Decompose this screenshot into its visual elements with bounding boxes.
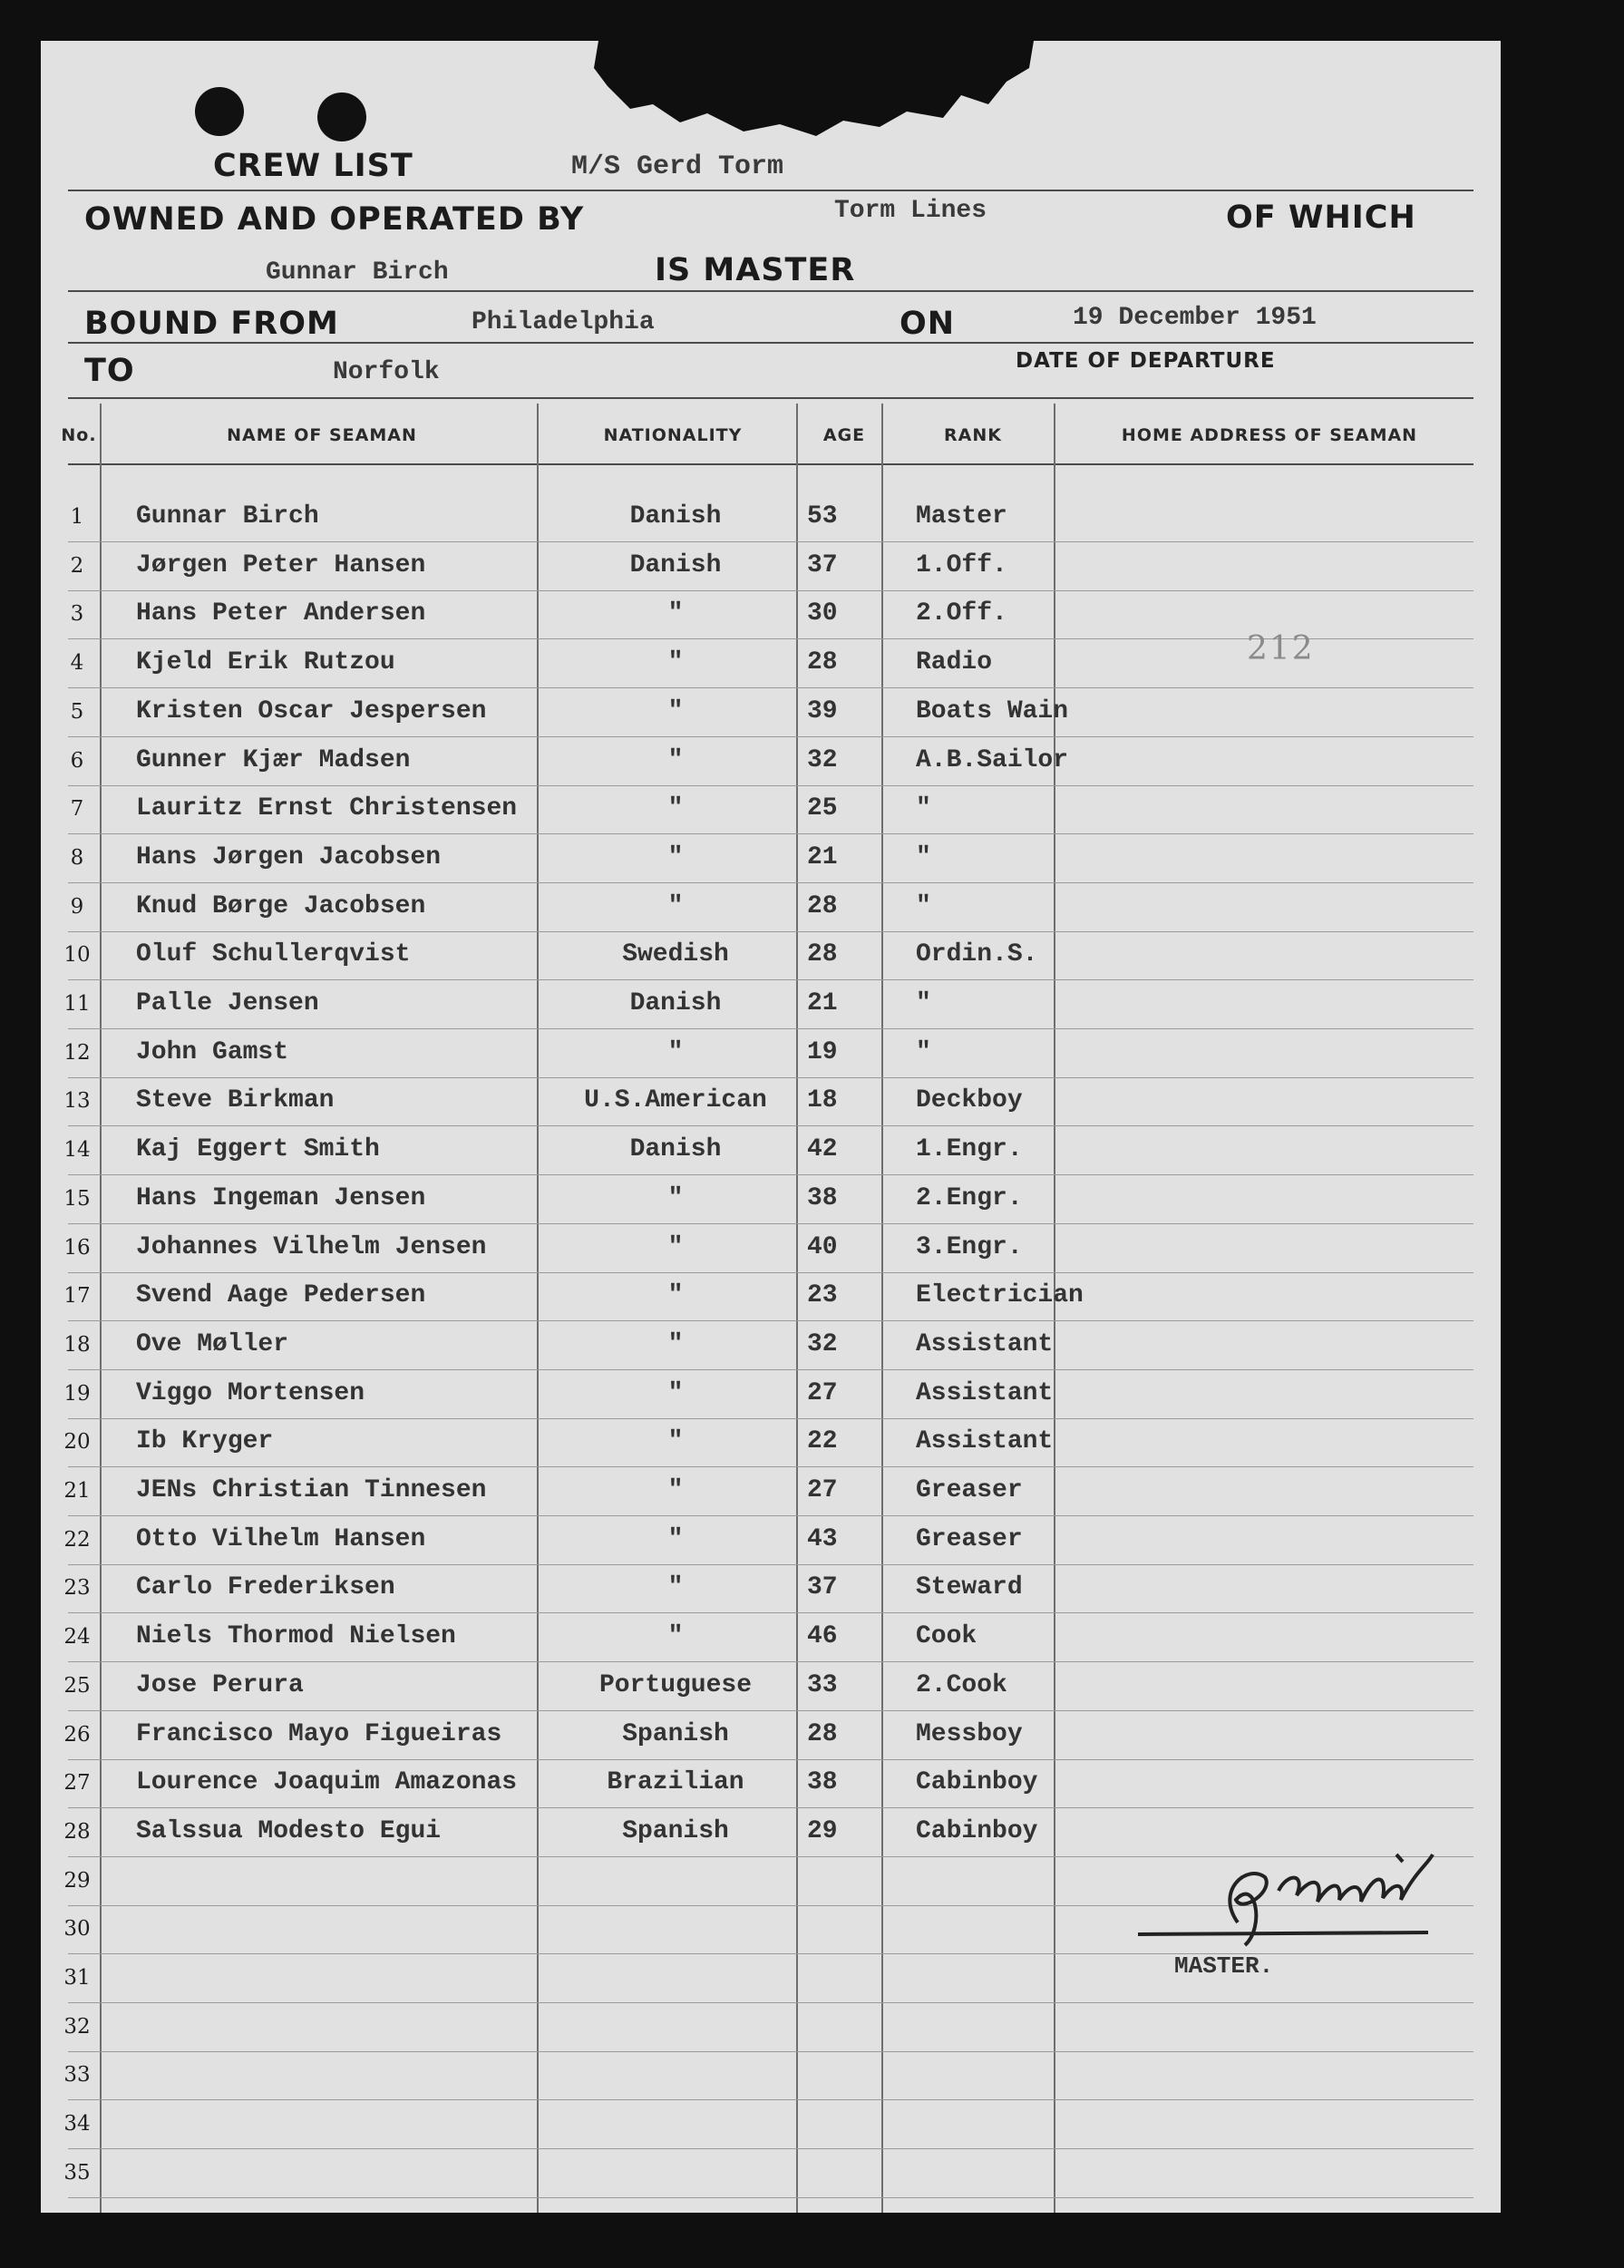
row-number: 23 [63,1576,91,1601]
seaman-age: 38 [807,1768,838,1797]
seaman-name: Johannes Vilhelm Jensen [136,1232,487,1261]
seaman-name: Kjeld Erik Rutzou [136,648,395,677]
row-rule [68,1612,1473,1613]
row-rule [68,2197,1473,2198]
seaman-rank: 2.Cook [916,1670,1007,1699]
table-row [41,1621,1501,1670]
master-name: Gunnar Birch [266,258,449,287]
seaman-name: Hans Ingeman Jensen [136,1183,426,1212]
seaman-rank: Cook [916,1622,977,1651]
on-label: ON [900,306,956,342]
row-number: 31 [63,1966,91,1990]
seaman-rank: Deckboy [916,1086,1023,1115]
row-number: 32 [63,2014,91,2039]
seaman-age: 37 [807,550,838,579]
row-number: 27 [63,1771,91,1796]
seaman-rank: Greaser [916,1524,1023,1553]
of-which-label: OF WHICH [1226,200,1416,236]
row-rule [68,1028,1473,1029]
row-number: 26 [63,1722,91,1747]
seaman-nationality: " [667,1232,684,1261]
table-row [41,842,1501,891]
row-rule [68,2148,1473,2149]
owned-label: OWNED AND OPERATED BY [84,201,585,238]
table-row [41,2011,1501,2060]
table-row [41,793,1501,842]
seaman-nationality: Brazilian [607,1768,744,1797]
row-rule [68,1272,1473,1273]
row-rule [68,1418,1473,1419]
table-row [41,1378,1501,1427]
seaman-nationality: " [667,1427,684,1456]
seaman-name: Palle Jensen [136,989,319,1017]
seaman-nationality: " [667,1037,684,1066]
row-number: 1 [70,505,84,529]
seaman-name: Niels Thormod Nielsen [136,1622,456,1651]
table-row [41,1085,1501,1134]
table-row [41,988,1501,1037]
seaman-age: 27 [807,1378,838,1407]
bound-from-port: Philadelphia [472,308,655,336]
row-number: 19 [63,1381,91,1406]
seaman-name: John Gamst [136,1037,289,1066]
row-rule [68,833,1473,834]
seaman-age: 42 [807,1135,838,1164]
seaman-nationality: " [667,599,684,628]
table-row [41,1962,1501,2011]
row-rule [68,2051,1473,2052]
row-rule [68,1807,1473,1808]
bound-from-label: BOUND FROM [84,306,339,342]
row-number: 35 [63,2160,91,2185]
seaman-rank: 3.Engr. [916,1232,1023,1261]
table-row [41,2108,1501,2157]
seaman-age: 22 [807,1427,838,1456]
vessel-name: M/S Gerd Torm [571,151,784,182]
row-number: 6 [70,748,84,773]
seaman-name: Steve Birkman [136,1086,335,1115]
table-row [41,696,1501,745]
date-of-departure-label: DATE OF DEPARTURE [1016,349,1276,373]
row-rule [68,785,1473,786]
row-number: 10 [63,943,91,968]
row-rule [68,1564,1473,1565]
row-rule [68,931,1473,932]
row-rule [68,2002,1473,2003]
seaman-rank: Cabinboy [916,1768,1038,1797]
seaman-rank: Cabinboy [916,1816,1038,1845]
col-header-address: HOME ADDRESS OF SEAMAN [1121,425,1418,445]
row-number: 8 [70,845,84,870]
seaman-rank: Boats Wain [916,696,1069,725]
seaman-rank: 1.Off. [916,550,1007,579]
seaman-name: Kristen Oscar Jespersen [136,696,487,725]
row-number: 29 [63,1868,91,1893]
table-row [41,1767,1501,1816]
row-number: 30 [63,1917,91,1942]
seaman-name: Kaj Eggert Smith [136,1135,380,1164]
seaman-age: 21 [807,989,838,1017]
owner-name: Torm Lines [834,197,987,225]
seaman-age: 23 [807,1281,838,1310]
seaman-age: 28 [807,891,838,920]
seaman-nationality: Swedish [622,940,729,969]
row-rule [68,979,1473,980]
seaman-name: Otto Vilhelm Hansen [136,1524,426,1553]
crew-list-document [41,41,1501,2213]
table-row [41,1280,1501,1329]
row-number: 16 [63,1235,91,1260]
seaman-nationality: " [667,1524,684,1553]
seaman-rank: Messboy [916,1719,1023,1748]
row-rule [68,590,1473,591]
seaman-rank: Master [916,502,1007,530]
row-number: 34 [63,2112,91,2137]
row-number: 7 [70,797,84,822]
row-rule [68,1320,1473,1321]
seaman-age: 53 [807,502,838,530]
row-rule [68,1515,1473,1516]
seaman-nationality: " [667,1329,684,1358]
master-signature [1129,1836,1501,1954]
row-rule [68,736,1473,737]
seaman-name: Salssua Modesto Egui [136,1816,442,1845]
col-header-age: AGE [822,425,866,445]
table-row [41,1524,1501,1573]
seaman-nationality: " [667,1573,684,1602]
seaman-nationality: " [667,1622,684,1651]
seaman-name: Ove Møller [136,1329,289,1358]
seaman-name: Viggo Mortensen [136,1378,365,1407]
row-rule [68,1710,1473,1711]
seaman-rank: A.B.Sailor [916,745,1069,774]
row-number: 5 [70,699,84,724]
crew-list-label: CREW LIST [213,148,413,184]
departure-date: 19 December 1951 [1073,304,1317,332]
is-master-label: IS MASTER [655,252,856,288]
seaman-name: Francisco Mayo Figueiras [136,1719,502,1748]
seaman-rank: Greaser [916,1476,1023,1504]
seaman-nationality: " [667,891,684,920]
row-rule [68,882,1473,883]
row-rule [68,1174,1473,1175]
table-row [41,2157,1501,2206]
table-row [41,891,1501,940]
seaman-rank: Assistant [916,1427,1054,1456]
seaman-name: Jørgen Peter Hansen [136,550,426,579]
table-row [41,2059,1501,2108]
seaman-name: Carlo Frederiksen [136,1573,395,1602]
table-row [41,939,1501,988]
seaman-age: 19 [807,1037,838,1066]
table-row [41,1572,1501,1621]
row-rule [68,1125,1473,1126]
seaman-rank: Electrician [916,1281,1084,1310]
row-number: 12 [63,1040,91,1065]
seaman-name: Gunner Kjær Madsen [136,745,411,774]
seaman-age: 30 [807,599,838,628]
seaman-nationality: Spanish [622,1816,729,1845]
row-rule [68,1369,1473,1370]
seaman-nationality: " [667,648,684,677]
row-rule [68,687,1473,688]
row-rule [68,1661,1473,1662]
row-number: 24 [63,1625,91,1650]
seaman-rank: Assistant [916,1329,1054,1358]
row-number: 11 [63,992,91,1016]
seaman-age: 40 [807,1232,838,1261]
col-header-nationality: NATIONALITY [603,425,743,445]
seaman-name: Svend Aage Pedersen [136,1281,426,1310]
table-row [41,1232,1501,1281]
table-row [41,745,1501,794]
seaman-nationality: " [667,1183,684,1212]
seaman-age: 28 [807,1719,838,1748]
seaman-nationality: " [667,745,684,774]
row-number: 28 [63,1819,91,1844]
table-row [41,550,1501,599]
seaman-rank: Radio [916,648,993,677]
row-number: 21 [63,1479,91,1503]
seaman-name: Hans Peter Andersen [136,599,426,628]
row-number: 9 [70,894,84,919]
col-header-name: NAME OF SEAMAN [227,425,417,445]
seaman-rank: Ordin.S. [916,940,1038,969]
row-number: 20 [63,1430,91,1455]
seaman-name: Lourence Joaquim Amazonas [136,1768,518,1797]
seaman-age: 21 [807,842,838,871]
row-number: 3 [70,602,84,627]
seaman-rank: " [916,989,931,1017]
seaman-rank: " [916,891,931,920]
seaman-rank: " [916,1037,931,1066]
seaman-name: Lauritz Ernst Christensen [136,794,518,823]
seaman-rank: " [916,794,931,823]
seaman-rank: Assistant [916,1378,1054,1407]
table-row [41,1183,1501,1232]
seaman-nationality: Danish [629,1135,722,1164]
seaman-name: JENs Christian Tinnesen [136,1476,487,1504]
table-row [41,1670,1501,1719]
col-header-no: No. [61,425,97,445]
seaman-nationality: " [667,1378,684,1407]
seaman-age: 37 [807,1573,838,1602]
seaman-rank: 2.Off. [916,599,1007,628]
row-number: 4 [70,651,84,676]
table-row [41,1329,1501,1378]
seaman-age: 32 [807,1329,838,1358]
row-rule [68,1077,1473,1078]
table-row [41,1134,1501,1183]
master-signature-label: MASTER. [1174,1952,1274,1980]
seaman-nationality: " [667,794,684,823]
seaman-age: 28 [807,940,838,969]
seaman-nationality: " [667,1476,684,1504]
seaman-nationality: Spanish [622,1719,729,1748]
seaman-age: 29 [807,1816,838,1845]
seaman-name: Hans Jørgen Jacobsen [136,842,442,871]
seaman-nationality: Danish [629,550,722,579]
seaman-name: Ib Kryger [136,1427,274,1456]
seaman-age: 39 [807,696,838,725]
seaman-rank: Steward [916,1573,1023,1602]
seaman-name: Oluf Schullerqvist [136,940,411,969]
row-number: 22 [63,1527,91,1552]
row-number: 15 [63,1186,91,1211]
seaman-name: Knud Børge Jacobsen [136,891,426,920]
seaman-age: 27 [807,1476,838,1504]
col-header-rank: RANK [944,425,1002,445]
row-number: 18 [63,1332,91,1357]
row-number: 2 [70,553,84,578]
row-rule [68,1223,1473,1224]
seaman-rank: 2.Engr. [916,1183,1023,1212]
seaman-nationality: Portuguese [598,1670,753,1699]
seaman-rank: 1.Engr. [916,1135,1023,1164]
to-label: TO [84,353,135,389]
row-rule [68,541,1473,542]
row-rule [68,1466,1473,1467]
stamp-number: 212 [1247,630,1315,667]
seaman-nationality: U.S.American [584,1086,767,1115]
seaman-age: 28 [807,648,838,677]
seaman-age: 32 [807,745,838,774]
seaman-name: Gunnar Birch [136,502,319,530]
row-number: 14 [63,1138,91,1163]
seaman-age: 33 [807,1670,838,1699]
seaman-rank: " [916,842,931,871]
seaman-nationality: " [667,696,684,725]
seaman-age: 18 [807,1086,838,1115]
seaman-age: 25 [807,794,838,823]
table-row [41,501,1501,550]
row-number: 17 [63,1284,91,1309]
destination-port: Norfolk [333,358,440,386]
row-number: 25 [63,1673,91,1698]
seaman-nationality: Danish [629,989,722,1017]
table-row [41,1426,1501,1475]
seaman-name: Jose Perura [136,1670,304,1699]
seaman-nationality: Danish [629,502,722,530]
row-rule [68,2099,1473,2100]
seaman-age: 46 [807,1622,838,1651]
table-row [41,1037,1501,1086]
table-row [41,1719,1501,1768]
seaman-nationality: " [667,842,684,871]
row-number: 33 [63,2063,91,2088]
table-row [41,1475,1501,1524]
seaman-age: 38 [807,1183,838,1212]
row-number: 13 [63,1089,91,1114]
seaman-age: 43 [807,1524,838,1553]
seaman-nationality: " [667,1281,684,1310]
row-rule [68,1759,1473,1760]
